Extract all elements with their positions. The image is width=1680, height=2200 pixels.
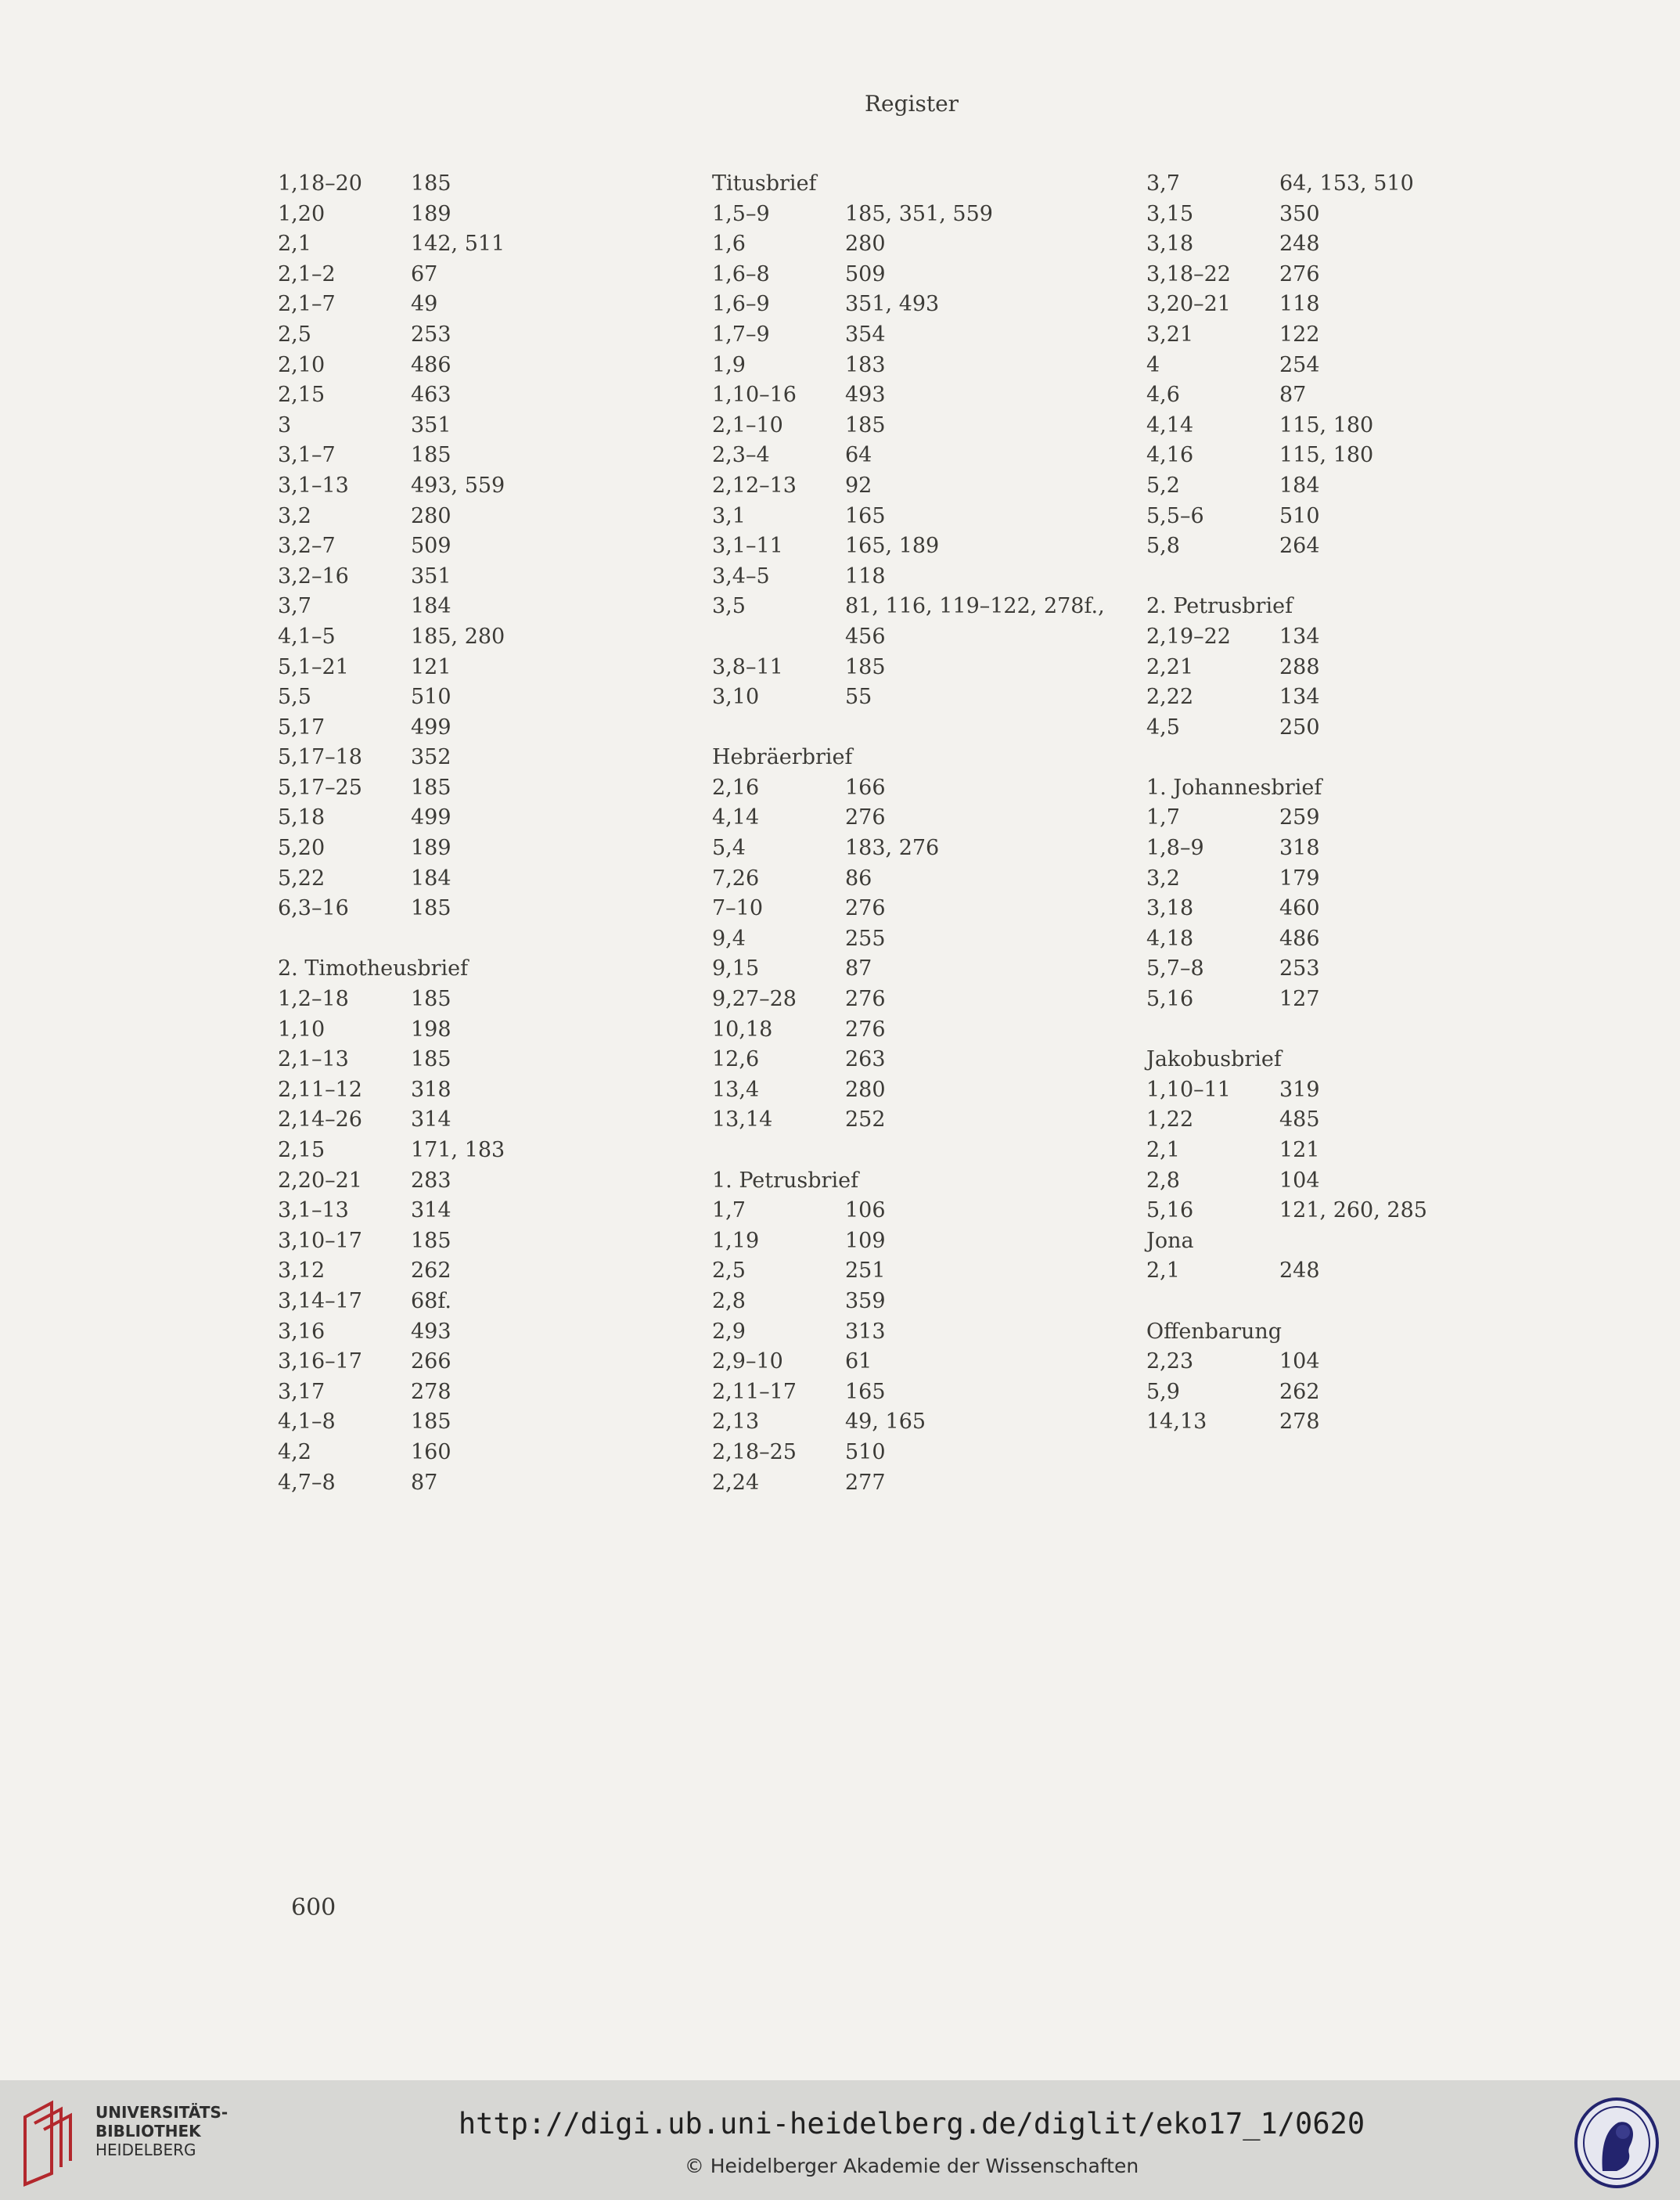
- section-heading: 1. Johannesbrief: [1146, 775, 1322, 800]
- verse-reference: 1,10–11: [1146, 1077, 1231, 1102]
- verse-reference: 10,18: [712, 1017, 773, 1042]
- running-head: Register: [864, 91, 959, 117]
- verse-reference: 2,20–21: [278, 1168, 362, 1193]
- verse-reference: 2,9–10: [712, 1349, 783, 1374]
- page-references: 255: [845, 926, 886, 951]
- verse-reference: 9,15: [712, 956, 760, 981]
- verse-reference: 2,8: [712, 1288, 746, 1313]
- page-references: 104: [1279, 1168, 1320, 1193]
- page-references: 280: [411, 503, 451, 528]
- verse-reference: 4,14: [712, 805, 760, 830]
- page-references: 254: [1279, 352, 1320, 377]
- verse-reference: 1,8–9: [1146, 836, 1204, 861]
- verse-reference: 2,11–12: [278, 1077, 362, 1102]
- copyright-notice: © Heidelberger Akademie der Wissenschaften: [684, 2155, 1139, 2177]
- page-references: 87: [411, 1470, 438, 1495]
- verse-reference: 5,16: [1146, 987, 1194, 1012]
- page-references: 319: [1279, 1077, 1320, 1102]
- verse-reference: 12,6: [712, 1047, 760, 1072]
- page-references: 179: [1279, 866, 1320, 891]
- page-references: 122: [1279, 322, 1320, 347]
- verse-reference: 1,19: [712, 1228, 760, 1253]
- page-references: 280: [845, 1077, 886, 1102]
- verse-reference: 3: [278, 412, 292, 437]
- page-references: 283: [411, 1168, 451, 1193]
- verse-reference: 2,3–4: [712, 443, 770, 468]
- page-references: 184: [411, 594, 451, 619]
- verse-reference: 3,15: [1146, 201, 1194, 226]
- section-heading: 1. Petrusbrief: [712, 1168, 859, 1193]
- verse-reference: 2,1–13: [278, 1047, 349, 1072]
- verse-reference: 2,24: [712, 1470, 760, 1495]
- verse-reference: 2,8: [1146, 1168, 1180, 1193]
- verse-reference: 3,2–16: [278, 564, 349, 589]
- page-references: 499: [411, 805, 451, 830]
- verse-reference: 1,20: [278, 201, 326, 226]
- verse-reference: 3,18: [1146, 232, 1194, 257]
- page-references: 486: [411, 352, 451, 377]
- page-references: 87: [1279, 383, 1307, 408]
- page-references: 266: [411, 1349, 451, 1374]
- verse-reference: 1,10: [278, 1017, 326, 1042]
- page-references: 189: [411, 836, 451, 861]
- page-references: 185: [411, 1047, 451, 1072]
- verse-reference: 2,9: [712, 1319, 746, 1344]
- verse-reference: 2,1–2: [278, 261, 336, 286]
- page-references: 134: [1279, 685, 1320, 710]
- verse-reference: 2,23: [1146, 1349, 1194, 1374]
- page-references: 463: [411, 383, 451, 408]
- verse-reference: 5,2: [1146, 473, 1180, 498]
- section-heading: Hebräerbrief: [712, 745, 853, 770]
- page-references: 359: [845, 1288, 886, 1313]
- page-references: 510: [411, 685, 451, 710]
- page-references: 276: [1279, 261, 1320, 286]
- verse-reference: 6,3–16: [278, 896, 349, 921]
- verse-reference: 5,22: [278, 866, 326, 891]
- footer-bar: [0, 2080, 1680, 2200]
- verse-reference: 4,6: [1146, 383, 1180, 408]
- page-references: 318: [411, 1077, 451, 1102]
- verse-reference: 1,7: [1146, 805, 1180, 830]
- page-number: 600: [291, 1894, 336, 1921]
- verse-reference: 3,2: [1146, 866, 1180, 891]
- verse-reference: 2,1–10: [712, 412, 783, 437]
- page-references: 171, 183: [411, 1138, 505, 1162]
- verse-reference: 3,7: [278, 594, 311, 619]
- verse-reference: 3,12: [278, 1258, 326, 1284]
- verse-reference: 2,18–25: [712, 1439, 797, 1464]
- verse-reference: 2,1–7: [278, 292, 336, 317]
- page-references: 499: [411, 715, 451, 740]
- page-references: 185: [411, 1228, 451, 1253]
- page-references: 185: [411, 443, 451, 468]
- page-references: 67: [411, 261, 438, 286]
- page-references: 493: [411, 1319, 451, 1344]
- verse-reference: 5,5–6: [1146, 503, 1204, 528]
- page-references: 166: [845, 775, 886, 800]
- verse-reference: 3,2–7: [278, 534, 336, 559]
- page-references: 198: [411, 1017, 451, 1042]
- verse-reference: 4,14: [1146, 412, 1194, 437]
- verse-reference: 3,1–13: [278, 1198, 349, 1223]
- page-references: 165: [845, 1379, 886, 1404]
- page-references: 165, 189: [845, 534, 940, 559]
- verse-reference: 3,16–17: [278, 1349, 362, 1374]
- verse-reference: 1,6: [712, 232, 746, 257]
- verse-reference: 5,8: [1146, 534, 1180, 559]
- verse-reference: 3,18–22: [1146, 261, 1231, 286]
- verse-reference: 4,1–5: [278, 624, 336, 649]
- page-references: 252: [845, 1107, 886, 1132]
- page-references: 185: [845, 412, 886, 437]
- page-references: 493: [845, 383, 886, 408]
- page-references: 104: [1279, 1349, 1320, 1374]
- page-references: 276: [845, 987, 886, 1012]
- verse-reference: 5,17–18: [278, 745, 362, 770]
- verse-reference: 4: [1146, 352, 1160, 377]
- section-heading: Titusbrief: [712, 171, 817, 196]
- page-references: 509: [845, 261, 886, 286]
- verse-reference: 1,18–20: [278, 171, 362, 196]
- page-references: 185, 280: [411, 624, 505, 649]
- verse-reference: 2,15: [278, 383, 326, 408]
- page-references: 189: [411, 201, 451, 226]
- verse-reference: 3,20–21: [1146, 292, 1231, 317]
- verse-reference: 4,16: [1146, 443, 1194, 468]
- verse-reference: 13,14: [712, 1107, 773, 1132]
- verse-reference: 5,4: [712, 836, 746, 861]
- page-references: 68f.: [411, 1288, 451, 1313]
- verse-reference: 3,1–7: [278, 443, 336, 468]
- page-references: 493, 559: [411, 473, 505, 498]
- verse-reference: 2,1: [1146, 1138, 1180, 1162]
- verse-reference: 5,9: [1146, 1379, 1180, 1404]
- verse-reference: 2,5: [712, 1258, 746, 1284]
- page-references: 250: [1279, 715, 1320, 740]
- page-references: 509: [411, 534, 451, 559]
- verse-reference: 3,18: [1146, 896, 1194, 921]
- verse-reference: 9,27–28: [712, 987, 797, 1012]
- page-references: 185: [845, 654, 886, 679]
- verse-reference: 3,8–11: [712, 654, 783, 679]
- verse-reference: 2,16: [712, 775, 760, 800]
- verse-reference: 5,7–8: [1146, 956, 1204, 981]
- page-references: 49: [411, 292, 438, 317]
- page-references: 185, 351, 559: [845, 201, 993, 226]
- page-references: 109: [845, 1228, 886, 1253]
- page-references: 253: [1279, 956, 1320, 981]
- verse-reference: 9,4: [712, 926, 746, 951]
- page-references: 277: [845, 1470, 886, 1495]
- page-references: 510: [1279, 503, 1320, 528]
- page-references: 278: [411, 1379, 451, 1404]
- library-name-line-2: BIBLIOTHEK: [95, 2122, 201, 2141]
- verse-reference: 1,6–8: [712, 261, 770, 286]
- page-references: 55: [845, 685, 872, 710]
- page-references: 165: [845, 503, 886, 528]
- verse-reference: 1,22: [1146, 1107, 1194, 1132]
- page-references: 354: [845, 322, 886, 347]
- permalink-url[interactable]: http://digi.ub.uni-heidelberg.de/diglit/eko17_1/0620: [458, 2107, 1365, 2141]
- page-references: 486: [1279, 926, 1320, 951]
- page-references: 184: [411, 866, 451, 891]
- verse-reference: 4,5: [1146, 715, 1180, 740]
- verse-reference: 2,15: [278, 1138, 326, 1162]
- verse-reference: 3,14–17: [278, 1288, 362, 1313]
- page-references: 352: [411, 745, 451, 770]
- verse-reference: 2,11–17: [712, 1379, 797, 1404]
- verse-reference: 2,14–26: [278, 1107, 362, 1132]
- verse-reference: 3,10–17: [278, 1228, 362, 1253]
- verse-reference: 7,26: [712, 866, 760, 891]
- verse-reference: 3,1–13: [278, 473, 349, 498]
- page-references: 262: [1279, 1379, 1320, 1404]
- verse-reference: 5,17–25: [278, 775, 362, 800]
- page-references: 121: [411, 654, 451, 679]
- page-references: 314: [411, 1107, 451, 1132]
- verse-reference: 3,2: [278, 503, 311, 528]
- verse-reference: 4,18: [1146, 926, 1194, 951]
- page-references: 61: [845, 1349, 872, 1374]
- page-references: 64: [845, 443, 872, 468]
- verse-reference: 1,9: [712, 352, 746, 377]
- page-references: 184: [1279, 473, 1320, 498]
- page-references: 276: [845, 1017, 886, 1042]
- verse-reference: 3,4–5: [712, 564, 770, 589]
- page-references: 127: [1279, 987, 1320, 1012]
- page-references: 276: [845, 805, 886, 830]
- page-references: 185: [411, 1410, 451, 1435]
- library-name-line-1: UNIVERSITÄTS-: [95, 2103, 228, 2122]
- page-references: 160: [411, 1439, 451, 1464]
- page-references: 185: [411, 171, 451, 196]
- verse-reference: 14,13: [1146, 1410, 1207, 1435]
- page-references: 185: [411, 775, 451, 800]
- page-references: 313: [845, 1319, 886, 1344]
- page-references: 351, 493: [845, 292, 940, 317]
- verse-reference: 3,21: [1146, 322, 1194, 347]
- section-heading: 2. Petrusbrief: [1146, 594, 1293, 619]
- verse-reference: 4,1–8: [278, 1410, 336, 1435]
- page-references: 485: [1279, 1107, 1320, 1132]
- page-references: 510: [845, 1439, 886, 1464]
- page-references: 264: [1279, 534, 1320, 559]
- page-references: 115, 180: [1279, 412, 1374, 437]
- page-references: 64, 153, 510: [1279, 171, 1414, 196]
- page-references: 183: [845, 352, 886, 377]
- page-references: 118: [845, 564, 886, 589]
- verse-reference: 2,1: [278, 232, 311, 257]
- page-references: 314: [411, 1198, 451, 1223]
- academy-seal-icon[interactable]: [1573, 2096, 1660, 2190]
- verse-reference: 1,7–9: [712, 322, 770, 347]
- verse-reference: 4,7–8: [278, 1470, 336, 1495]
- verse-reference: 3,7: [1146, 171, 1180, 196]
- page-references: 106: [845, 1198, 886, 1223]
- page-references: 456: [845, 624, 886, 649]
- page-references: 183, 276: [845, 836, 940, 861]
- page-references: 92: [845, 473, 872, 498]
- verse-reference: 3,1: [712, 503, 746, 528]
- verse-reference: 2,1: [1146, 1258, 1180, 1284]
- page-references: 81, 116, 119–122, 278f.,: [845, 594, 1105, 619]
- page-references: 276: [845, 896, 886, 921]
- verse-reference: 3,16: [278, 1319, 326, 1344]
- page-references: 87: [845, 956, 872, 981]
- page-references: 134: [1279, 624, 1320, 649]
- page-references: 318: [1279, 836, 1320, 861]
- verse-reference: 2,10: [278, 352, 326, 377]
- verse-reference: 2,12–13: [712, 473, 797, 498]
- verse-reference: 2,21: [1146, 654, 1194, 679]
- library-name-line-3: HEIDELBERG: [95, 2141, 196, 2159]
- page-references: 185: [411, 987, 451, 1012]
- verse-reference: 1,2–18: [278, 987, 349, 1012]
- verse-reference: 5,17: [278, 715, 326, 740]
- verse-reference: 2,13: [712, 1410, 760, 1435]
- page-references: 49, 165: [845, 1410, 926, 1435]
- page-references: 185: [411, 896, 451, 921]
- section-heading: Jakobusbrief: [1146, 1047, 1282, 1072]
- verse-reference: 3,17: [278, 1379, 326, 1404]
- page-references: 115, 180: [1279, 443, 1374, 468]
- page-references: 288: [1279, 654, 1320, 679]
- page-references: 262: [411, 1258, 451, 1284]
- page-references: 351: [411, 564, 451, 589]
- page-references: 118: [1279, 292, 1320, 317]
- verse-reference: 1,7: [712, 1198, 746, 1223]
- page-references: 259: [1279, 805, 1320, 830]
- verse-reference: 3,5: [712, 594, 746, 619]
- page-references: 263: [845, 1047, 886, 1072]
- verse-reference: 5,5: [278, 685, 311, 710]
- page-references: 142, 511: [411, 232, 505, 257]
- verse-reference: 2,5: [278, 322, 311, 347]
- page-references: 460: [1279, 896, 1320, 921]
- verse-reference: 1,6–9: [712, 292, 770, 317]
- page-references: 121, 260, 285: [1279, 1198, 1427, 1223]
- verse-reference: 5,16: [1146, 1198, 1194, 1223]
- section-heading: Jona: [1146, 1228, 1194, 1253]
- page-references: 86: [845, 866, 872, 891]
- page-references: 351: [411, 412, 451, 437]
- page-references: 280: [845, 232, 886, 257]
- section-heading: Offenbarung: [1146, 1319, 1282, 1344]
- verse-reference: 3,1–11: [712, 534, 783, 559]
- verse-reference: 5,20: [278, 836, 326, 861]
- verse-reference: 2,19–22: [1146, 624, 1231, 649]
- verse-reference: 7–10: [712, 896, 764, 921]
- verse-reference: 2,22: [1146, 685, 1194, 710]
- verse-reference: 3,10: [712, 685, 760, 710]
- page-references: 350: [1279, 201, 1320, 226]
- page-references: 278: [1279, 1410, 1320, 1435]
- verse-reference: 5,18: [278, 805, 326, 830]
- verse-reference: 1,10–16: [712, 383, 797, 408]
- page-references: 121: [1279, 1138, 1320, 1162]
- verse-reference: 5,1–21: [278, 654, 349, 679]
- verse-reference: 13,4: [712, 1077, 760, 1102]
- section-heading: 2. Timotheusbrief: [278, 956, 469, 981]
- page-references: 248: [1279, 1258, 1320, 1284]
- page-references: 248: [1279, 232, 1320, 257]
- verse-reference: 4,2: [278, 1439, 311, 1464]
- page-references: 251: [845, 1258, 886, 1284]
- verse-reference: 1,5–9: [712, 201, 770, 226]
- page-references: 253: [411, 322, 451, 347]
